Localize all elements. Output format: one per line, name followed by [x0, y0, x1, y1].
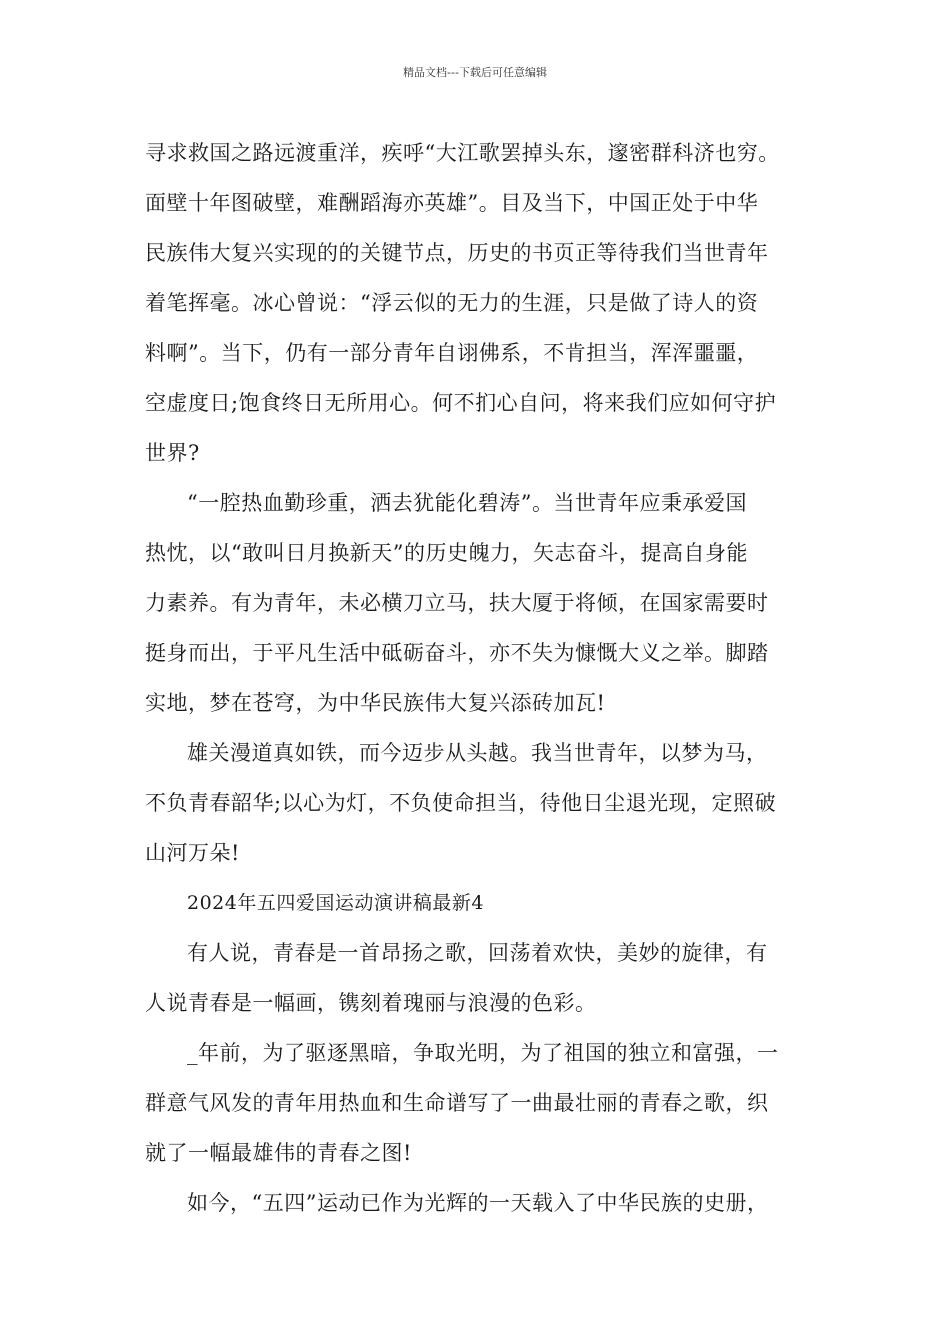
document-body	[145, 128, 825, 1228]
text-line: 着笔挥毫。冰心曾说：“浮云似的无力的生涯，只是做了诗人的资	[145, 291, 759, 315]
text-line: 民族伟大复兴实现的的关键节点，历史的书页正等待我们当世青年	[145, 241, 769, 265]
text-line: 面壁十年图破壁，难酬蹈海亦英雄”。目及当下，中国正处于中华	[145, 191, 759, 215]
text-line: 不负青春韶华;以心为灯，不负使命担当，待他日尘退光现，定照破	[145, 791, 777, 815]
text-line: 寻求救国之路远渡重洋，疾呼“大江歌罢掉头东，邃密群科济也穷。	[145, 141, 780, 165]
text-line: 山河万朵!	[145, 841, 240, 865]
text-line: 如今，“五四”运动已作为光辉的一天载入了中华民族的史册，	[187, 1191, 769, 1215]
text-line: 人说青春是一幅画，镌刻着瑰丽与浪漫的色彩。	[145, 991, 597, 1015]
text-line: 空虚度日;饱食终日无所用心。何不扪心自问，将来我们应如何守护	[145, 391, 777, 415]
text-line: “一腔热血勤珍重，洒去犹能化碧涛”。当世青年应秉承爱国	[187, 491, 747, 515]
section-heading: 2024年五四爱国运动演讲稿最新4	[187, 892, 484, 914]
text-line: 热忱，以“敢叫日月换新天”的历史魄力，矢志奋斗，提高自身能	[145, 541, 748, 565]
text-line: 雄关漫道真如铁，而今迈步从头越。我当世青年，以梦为马，	[187, 741, 768, 765]
text-line: 就了一幅最雄伟的青春之图!	[145, 1141, 412, 1165]
text-line: 群意气风发的青年用热血和生命谱写了一曲最壮丽的青春之歌，织	[145, 1091, 769, 1115]
text-line: 料啊”。当下，仍有一部分青年自诩佛系，不肯担当，浑浑噩噩，	[145, 341, 759, 365]
text-line: 实地，梦在苍穹，为中华民族伟大复兴添砖加瓦!	[145, 691, 606, 715]
text-line: 世界?	[145, 441, 200, 465]
text-line: 力素养。有为青年，未必横刀立马，扶大厦于将倾，在国家需要时	[145, 591, 769, 615]
text-line: 有人说，青春是一首昂扬之歌，回荡着欢快，美妙的旋律，有	[187, 941, 768, 965]
text-line: 挺身而出，于平凡生活中砥砺奋斗，亦不失为慷慨大义之举。脚踏	[145, 641, 769, 665]
page-header: 精品文档---下载后可任意编辑	[403, 66, 547, 79]
text-line: _年前，为了驱逐黑暗，争取光明，为了祖国的独立和富强，一	[187, 1041, 779, 1065]
